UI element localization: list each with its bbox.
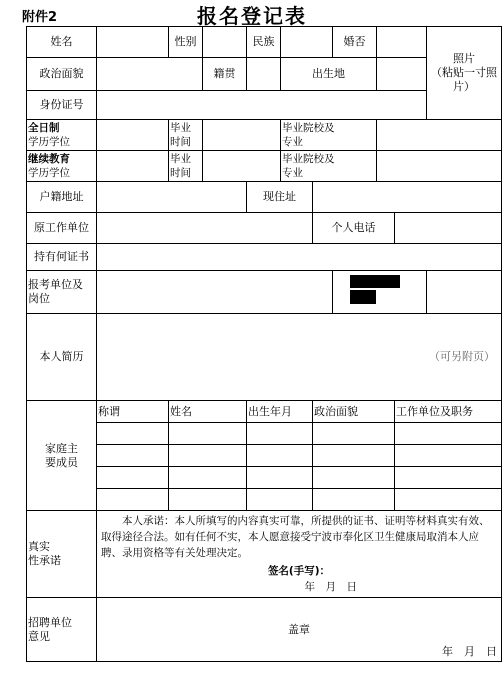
phone-label: 个人电话 [313, 213, 395, 244]
family-cell[interactable] [169, 489, 247, 511]
family-cell[interactable] [97, 467, 169, 489]
family-cell[interactable] [169, 445, 247, 467]
edu-cont-gradtime-2: 时间 [170, 167, 191, 179]
apply-extra-field[interactable] [427, 271, 502, 314]
edu-full-gradtime-1: 毕业 [170, 122, 191, 134]
edu-cont-field[interactable] [97, 151, 169, 182]
edu-cont-label [27, 151, 97, 182]
edu-cont-school-field[interactable] [377, 151, 502, 182]
employer-label [27, 598, 97, 662]
family-label-1: 家庭主 [45, 441, 78, 455]
phone-field[interactable] [395, 213, 502, 244]
family-cell[interactable] [247, 423, 313, 445]
apply-label-1: 报考单位及 [28, 278, 83, 291]
political-label: 政治面貌 [27, 58, 97, 91]
family-header-name: 姓名 [169, 401, 247, 423]
apply-label-2: 岗位 [28, 292, 50, 305]
family-cell[interactable] [395, 489, 502, 511]
apply-label [27, 271, 97, 314]
family-cell[interactable] [313, 489, 395, 511]
name-label: 姓名 [27, 27, 97, 58]
native-label: 籍贯 [203, 58, 247, 91]
ethnicity-label: 民族 [247, 27, 281, 58]
hukou-field[interactable] [97, 182, 247, 213]
edu-full-school-2: 专业 [282, 136, 303, 148]
edu-full-gradtime-field[interactable] [203, 120, 281, 151]
signature-label[interactable]: 签名(手写)： [267, 565, 331, 577]
id-label: 身份证号 [27, 91, 97, 120]
edu-cont-gradtime-label [169, 151, 203, 182]
prev-work-label: 原工作单位 [27, 213, 97, 244]
family-header-political: 政治面貌 [313, 401, 395, 423]
attachment-label: 附件2 [22, 10, 58, 25]
family-cell[interactable] [97, 489, 169, 511]
gender-label: 性别 [169, 27, 203, 58]
edu-full-school-field[interactable] [377, 120, 502, 151]
photo-note-2: 片） [453, 80, 475, 93]
edu-full-title: 全日制 [28, 122, 60, 134]
promise-label [27, 511, 97, 598]
resume-note: （可另附页） [429, 350, 495, 363]
edu-full-label [27, 120, 97, 151]
current-address-field[interactable] [313, 182, 502, 213]
edu-cont-sub: 学历学位 [28, 167, 70, 179]
family-header-birth: 出生年月 [247, 401, 313, 423]
family-header-relation: 称谓 [97, 401, 169, 423]
native-field[interactable] [247, 58, 281, 91]
family-cell[interactable] [247, 445, 313, 467]
family-header-work: 工作单位及职务 [395, 401, 502, 423]
employer-label-2: 意见 [28, 629, 50, 643]
current-address-label: 现住址 [247, 182, 313, 213]
edu-cont-title: 继续教育 [28, 153, 70, 165]
resume-field[interactable] [97, 314, 502, 401]
promise-label-2: 性承诺 [28, 554, 61, 567]
promise-box [97, 511, 502, 598]
apply-field[interactable] [97, 271, 333, 314]
edu-cont-school-1: 毕业院校及 [282, 153, 335, 165]
birthplace-label: 出生地 [281, 58, 377, 91]
redaction-block [350, 290, 376, 304]
redaction-block [350, 275, 400, 288]
edu-full-field[interactable] [97, 120, 169, 151]
family-cell[interactable] [313, 445, 395, 467]
promise-date: 年 月 日 [304, 581, 357, 593]
family-cell[interactable] [395, 423, 502, 445]
certs-label: 持有何证书 [27, 244, 97, 271]
family-cell[interactable] [169, 467, 247, 489]
marital-label: 婚否 [333, 27, 377, 58]
edu-full-sub: 学历学位 [28, 136, 70, 148]
edu-cont-school-label [281, 151, 377, 182]
photo-box[interactable] [427, 27, 502, 120]
hukou-label: 户籍地址 [27, 182, 97, 213]
edu-full-gradtime-2: 时间 [170, 136, 191, 148]
form-title: 报名登记表 [197, 4, 307, 28]
employer-opinion-box[interactable] [97, 598, 502, 662]
family-label [27, 401, 97, 511]
edu-full-gradtime-label [169, 120, 203, 151]
promise-label-1: 真实 [28, 540, 50, 553]
family-cell[interactable] [313, 467, 395, 489]
family-cell[interactable] [97, 445, 169, 467]
family-label-2: 要成员 [45, 455, 78, 469]
edu-cont-school-2: 专业 [282, 167, 303, 179]
seal-label: 盖章 [288, 623, 310, 636]
family-cell[interactable] [169, 423, 247, 445]
gender-field[interactable] [203, 27, 247, 58]
resume-label: 本人简历 [27, 314, 97, 401]
edu-cont-gradtime-field[interactable] [203, 151, 281, 182]
edu-cont-gradtime-1: 毕业 [170, 153, 191, 165]
employer-date: 年 月 日 [442, 645, 497, 658]
family-cell[interactable] [247, 467, 313, 489]
family-cell[interactable] [313, 423, 395, 445]
family-cell[interactable] [97, 423, 169, 445]
promise-text: 本人承诺：本人所填写的内容真实可靠，所提供的证书、证明等材料真实有效、取得途径合法。如有任何不实，本人愿意接受宁波市奉化区卫生健康局取消本人应聘、录用资格等有关处理决定。 [101, 515, 490, 559]
edu-full-school-1: 毕业院校及 [282, 122, 335, 134]
photo-label: 照片 [453, 52, 475, 65]
photo-note-1: （粘贴一寸照 [431, 66, 497, 79]
marital-field[interactable] [377, 27, 427, 58]
birthplace-field[interactable] [377, 58, 427, 91]
political-field[interactable] [97, 58, 203, 91]
registration-form [26, 26, 502, 662]
name-field[interactable] [97, 27, 169, 58]
family-cell[interactable] [395, 467, 502, 489]
edu-full-school-label [281, 120, 377, 151]
prev-work-field[interactable] [97, 213, 313, 244]
family-cell[interactable] [247, 489, 313, 511]
family-cell[interactable] [395, 445, 502, 467]
certs-field[interactable] [97, 244, 502, 271]
ethnicity-field[interactable] [281, 27, 333, 58]
employer-label-1: 招聘单位 [28, 615, 72, 629]
id-field[interactable] [97, 91, 427, 120]
